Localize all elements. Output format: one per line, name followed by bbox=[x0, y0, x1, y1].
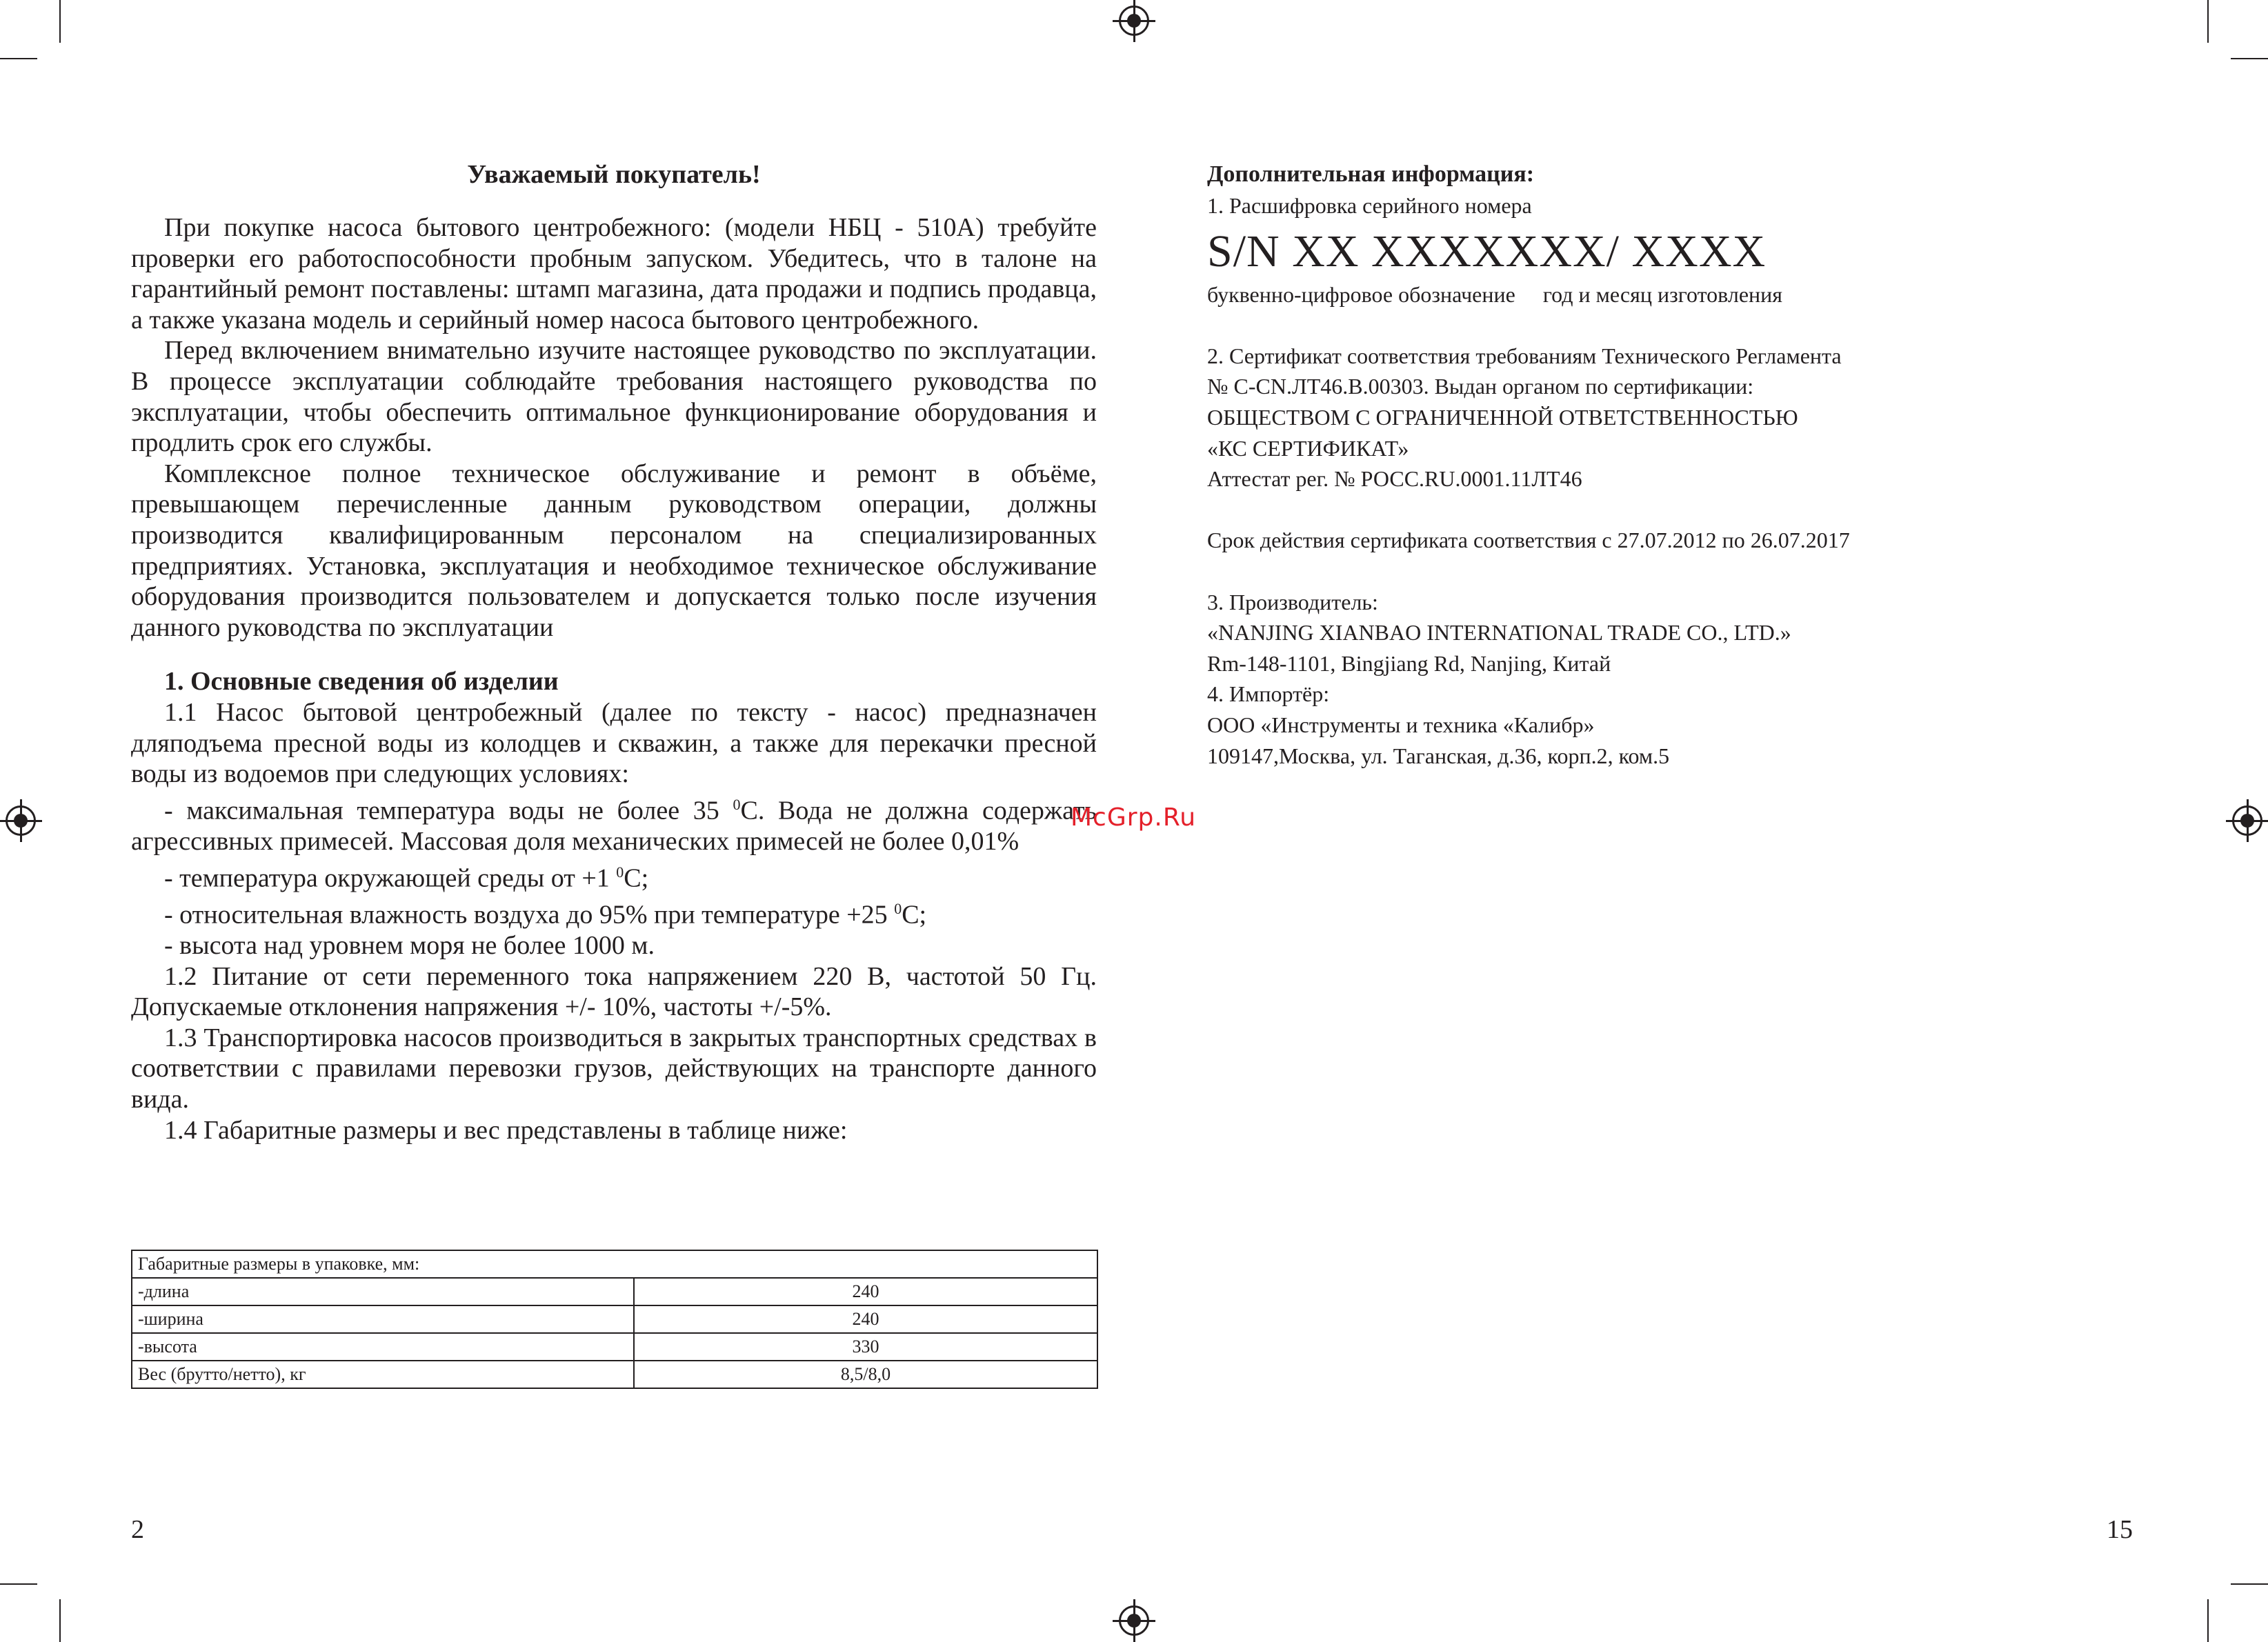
section-1-2-text: 1.2 Питание от сети переменного тока напряжением 220 В, частотой 50 Гц. Допускаемые отклонения напряжения +/- 10%, частоты +/-5%. bbox=[131, 961, 1097, 1022]
section-1-1-text: 1.1 Насос бытовой центробежный (далее по тексту - насос) предназначен дляподъема пресной воды из колодцев и скважин, а также для перекачки пресной воды из водоемов при следующих условиях: bbox=[131, 697, 1097, 789]
cert-line-5: Аттестат рег. № РОСС.RU.0001.11ЛТ46 bbox=[1207, 466, 1582, 492]
crop-mark-bottom-left-horizontal bbox=[0, 1583, 37, 1585]
condition-water-temperature: - максимальная температура воды не более 35 $^0$С. Вода не должна содержать агрессивных примесей. Массовая доля механических примесей не более 0,01% bbox=[131, 795, 1097, 856]
cert-line-2: № C-CN.ЛТ46.В.00303. Выдан органом по сертификации: bbox=[1207, 374, 1754, 399]
serial-number-format: S/N XX XXXXXXX/ XXXX bbox=[1207, 226, 1767, 277]
importer-line-2: ООО «Инструменты и техника «Калибр» bbox=[1207, 712, 1595, 737]
importer-line-1: 4. Импортёр: bbox=[1207, 681, 1330, 707]
section-1-3-text: 1.3 Транспортировка насосов производиться в закрытых транспортных средствах в соответствии с правилами перевозки грузов, действующих на транспорте данного вида. bbox=[131, 1023, 1097, 1114]
manufacturer-line-2: «NANJING XIANBAO INTERNATIONAL TRADE CO., LTD.» bbox=[1207, 620, 1791, 645]
greeting-heading: Уважаемый покупатель! bbox=[467, 160, 761, 189]
manufacturer-line-3: Rm-148-1101, Bingjiang Rd, Nanjing, Китай bbox=[1207, 650, 1611, 676]
cert-validity: Срок действия сертификата соответствия с 27.07.2012 по 26.07.2017 bbox=[1207, 528, 1850, 553]
registration-mark-right-icon bbox=[2232, 805, 2262, 836]
serial-legend-left: буквенно-цифровое обозначение bbox=[1207, 281, 1515, 307]
condition-ambient-temperature: - температура окружающей среды от +1 $^0$С; bbox=[164, 863, 649, 893]
intro-paragraph-1: При покупке насоса бытового центробежного: (модели НБЦ - 510А) требуйте проверки его работоспособности пробным запуском. Убедитесь, что в талоне на гарантийный ремонт поставлены: штамп магазина, дата продажи и подпись продавца, а также указана модель и серийный номер насоса бытового центробежного. bbox=[131, 213, 1097, 334]
condition-altitude: - высота над уровнем моря не более 1000 м. bbox=[164, 931, 655, 961]
table-row-label: -высота bbox=[132, 1333, 634, 1361]
crop-mark-bottom-left-vertical bbox=[59, 1599, 61, 1642]
serial-heading: 1. Расшифровка серийного номера bbox=[1207, 193, 1532, 218]
left-page-content bbox=[131, 157, 1097, 1145]
serial-legend bbox=[1207, 279, 2069, 310]
dimensions-table bbox=[131, 1250, 1098, 1389]
table-row bbox=[132, 1333, 1097, 1361]
table-header-cell: Габаритные размеры в упаковке, мм: bbox=[132, 1250, 1097, 1278]
cert-line-1: 2. Сертификат соответствия требованиям Технического Регламента bbox=[1207, 343, 1842, 368]
importer-line-3: 109147,Москва, ул. Таганская, д.36, корп.2, ком.5 bbox=[1207, 743, 1670, 768]
crop-mark-top-left-vertical bbox=[59, 0, 61, 43]
table-row-value: 8,5/8,0 bbox=[634, 1361, 1097, 1388]
crop-mark-top-left-horizontal bbox=[0, 58, 37, 59]
watermark-link[interactable]: McGrp.Ru bbox=[1071, 803, 1197, 832]
left-page-number: 2 bbox=[131, 1515, 144, 1544]
crop-mark-bottom-right-vertical bbox=[2207, 1599, 2209, 1642]
table-header-row bbox=[132, 1250, 1097, 1278]
table-row-value: 240 bbox=[634, 1278, 1097, 1305]
table-row bbox=[132, 1278, 1097, 1305]
table-row bbox=[132, 1305, 1097, 1333]
section-1-4-text: 1.4 Габаритные размеры и вес представлены в таблице ниже: bbox=[164, 1115, 848, 1145]
condition-humidity: - относительная влажность воздуха до 95% при температуре +25 $^0$С; bbox=[164, 899, 927, 930]
manufacturer-line-1: 3. Производитель: bbox=[1207, 589, 1378, 614]
intro-paragraph-3: Комплексное полное техническое обслуживание и ремонт в объёме, превышающем перечисленные данным руководством операции, должны производится квалифицированным персоналом на специализированных предприятиях. Установка, эксплуатация и необходимое техническое обслуживание оборудования производится пользователем и допускается только после изучения данного руководства по эксплуатации bbox=[131, 459, 1097, 642]
crop-mark-bottom-right-horizontal bbox=[2231, 1583, 2268, 1585]
right-page-content bbox=[1207, 159, 2069, 771]
table-row-value: 240 bbox=[634, 1305, 1097, 1333]
table-row-value: 330 bbox=[634, 1333, 1097, 1361]
serial-legend-right: год и месяц изготовления bbox=[1542, 281, 1782, 307]
crop-mark-top-right-horizontal bbox=[2231, 58, 2268, 59]
crop-mark-top-right-vertical bbox=[2207, 0, 2209, 43]
registration-mark-bottom-icon bbox=[1119, 1605, 1149, 1636]
section-1-title: 1. Основные сведения об изделии bbox=[164, 667, 559, 697]
cert-line-3: ОБЩЕСТВОМ С ОГРАНИЧЕННОЙ ОТВЕТСТВЕННОСТЬЮ bbox=[1207, 404, 1798, 430]
table-row bbox=[132, 1361, 1097, 1388]
table-row-label: -ширина bbox=[132, 1305, 634, 1333]
intro-paragraph-2: Перед включением внимательно изучите настоящее руководство по эксплуатации. В процессе эксплуатации соблюдайте требования настоящего руководства по эксплуатации, чтобы обеспечить оптимальное функционирование оборудования и продлить срок его службы. bbox=[131, 336, 1097, 458]
cert-line-4: «КС СЕРТИФИКАТ» bbox=[1207, 435, 1409, 461]
table-row-label: -длина bbox=[132, 1278, 634, 1305]
registration-mark-left-icon bbox=[6, 805, 36, 836]
table-row-label: Вес (брутто/нетто), кг bbox=[132, 1361, 634, 1388]
registration-mark-top-icon bbox=[1119, 6, 1149, 36]
right-page-number: 15 bbox=[2107, 1515, 2133, 1544]
additional-info-title: Дополнительная информация: bbox=[1207, 161, 1535, 187]
